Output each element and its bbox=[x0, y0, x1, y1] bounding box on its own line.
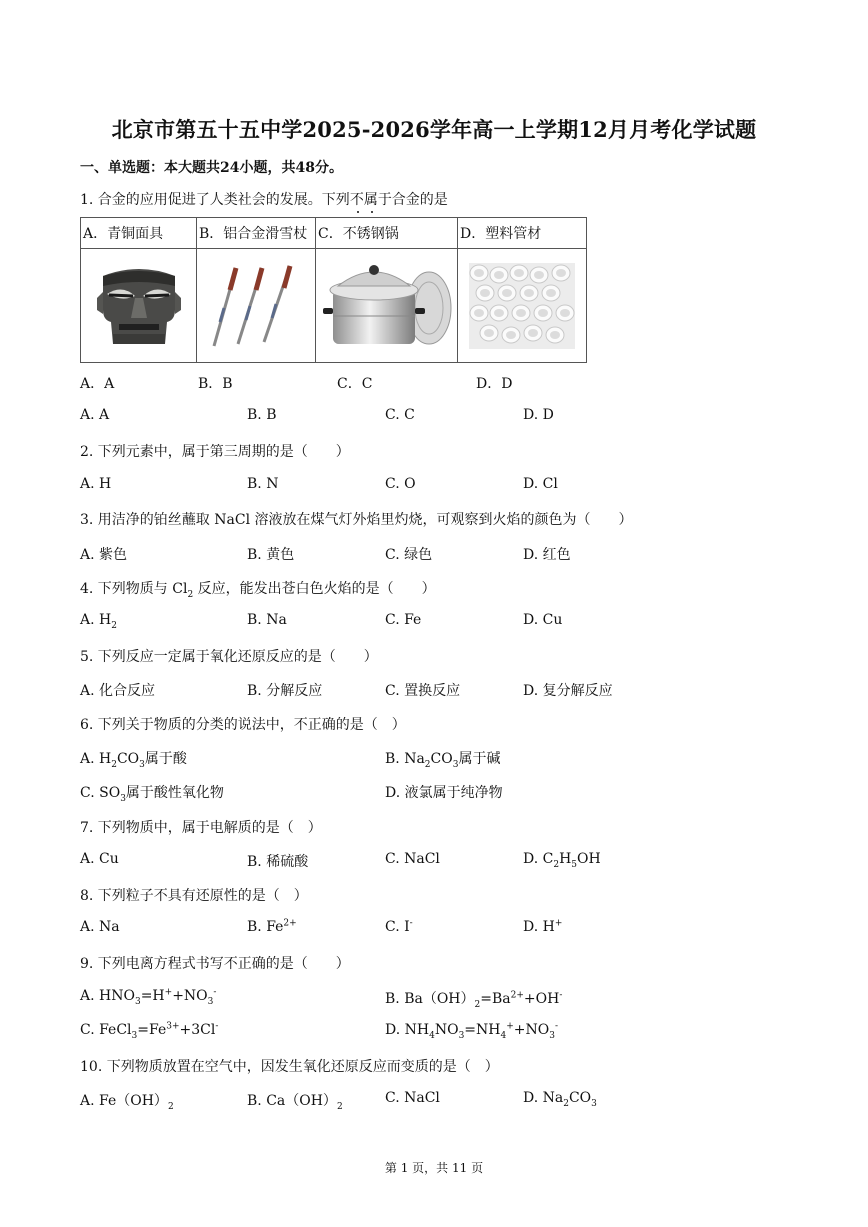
subscript: 5 bbox=[571, 859, 578, 870]
subscript: 2 bbox=[424, 759, 431, 770]
q9-option-b[interactable] bbox=[385, 988, 562, 1008]
bronze-mask-icon bbox=[89, 258, 189, 353]
q1-inner-option-c[interactable]: C．C bbox=[337, 376, 373, 392]
q10-option-c[interactable]: C. NaCl bbox=[385, 1090, 440, 1106]
subscript: 2 bbox=[553, 859, 560, 870]
option-text: +OH bbox=[523, 991, 560, 1007]
q1-option-c[interactable]: C. C bbox=[385, 407, 415, 423]
pipes-icon bbox=[469, 263, 575, 349]
option-text: =NH bbox=[464, 1022, 501, 1038]
bronze-mask-image bbox=[81, 249, 197, 363]
subscript: 2 bbox=[111, 620, 117, 631]
q3-option-d[interactable]: D. 红色 bbox=[523, 547, 571, 563]
subscript: 2 bbox=[111, 759, 117, 770]
page-footer: 第 1 页，共 11 页 bbox=[384, 1161, 484, 1175]
option-text: NO bbox=[434, 1022, 459, 1038]
q4-option-d[interactable]: D. Cu bbox=[523, 612, 563, 628]
option-text: A. Fe（OH） bbox=[80, 1093, 168, 1109]
q5-option-c[interactable]: C. 置换反应 bbox=[385, 683, 461, 699]
option-text: CO bbox=[430, 751, 453, 767]
question-5-stem: 5. 下列反应一定属于氧化还原反应的是（ ） bbox=[80, 649, 378, 665]
superscript: - bbox=[554, 1021, 559, 1032]
q7-option-b[interactable]: B. 稀硫酸 bbox=[247, 854, 309, 870]
superscript: + bbox=[506, 1021, 514, 1032]
option-text: +NO bbox=[172, 988, 208, 1004]
option-text: B. Na bbox=[385, 751, 425, 767]
subscript: 3 bbox=[131, 1030, 138, 1041]
q9-option-d[interactable] bbox=[385, 1021, 559, 1041]
q3-option-b[interactable]: B. 黄色 bbox=[247, 547, 295, 563]
q9-option-a[interactable] bbox=[80, 987, 217, 1007]
option-text: CO bbox=[116, 751, 140, 767]
q4-option-b[interactable]: B. Na bbox=[247, 612, 287, 628]
superscript: - bbox=[215, 1021, 219, 1032]
subscript: 4 bbox=[429, 1030, 435, 1041]
page-title: 北京市第五十五中学2025-2026学年高一上学期12月月考化学试题 bbox=[111, 117, 757, 142]
subscript: 3 bbox=[458, 1030, 465, 1041]
q5-option-a[interactable]: A. 化合反应 bbox=[80, 683, 156, 699]
option-text: D. C bbox=[523, 851, 554, 867]
q6-option-a[interactable] bbox=[80, 748, 187, 768]
question-1-stem bbox=[80, 189, 448, 209]
option-text: C. SO bbox=[80, 785, 121, 801]
superscript: + bbox=[554, 918, 563, 929]
option-text: B. Fe bbox=[247, 919, 284, 935]
q1-inner-option-b[interactable]: B．B bbox=[198, 376, 233, 392]
q2-option-d[interactable]: D. Cl bbox=[523, 476, 558, 492]
q3-option-a[interactable]: A. 紫色 bbox=[80, 547, 128, 563]
subscript: 3 bbox=[207, 996, 214, 1007]
option-text: B. Ca（OH） bbox=[247, 1093, 337, 1109]
q1-option-b[interactable]: B. B bbox=[247, 407, 277, 423]
option-text: =H bbox=[140, 988, 165, 1004]
subscript: 2 bbox=[167, 1101, 174, 1112]
option-text: +NO bbox=[513, 1022, 550, 1038]
option-text: 属于酸性氧化物 bbox=[125, 785, 224, 801]
q7-option-c[interactable]: C. NaCl bbox=[385, 851, 440, 867]
subscript: 2 bbox=[187, 589, 194, 600]
subscript: 3 bbox=[139, 759, 145, 770]
option-text: A. H bbox=[80, 751, 112, 767]
superscript: 3+ bbox=[166, 1021, 180, 1032]
subscript: 3 bbox=[120, 793, 126, 804]
subscript: 3 bbox=[134, 996, 141, 1007]
table-head-b: B．铝合金滑雪杖 bbox=[197, 218, 316, 249]
subscript: 2 bbox=[336, 1101, 343, 1112]
q1-inner-option-a[interactable]: A．A bbox=[80, 376, 115, 392]
option-text: 属于碱 bbox=[458, 751, 501, 767]
subscript: 3 bbox=[549, 1030, 555, 1041]
q1-option-a[interactable]: A. A bbox=[80, 407, 110, 423]
q1-emphasis: 属 bbox=[363, 192, 378, 208]
q7-option-a[interactable]: A. Cu bbox=[80, 851, 119, 867]
option-text: OH bbox=[577, 851, 601, 867]
superscript: 2+ bbox=[283, 918, 297, 929]
option-text: A. HNO bbox=[80, 988, 135, 1004]
q8-option-d[interactable] bbox=[523, 919, 562, 935]
q4-option-a[interactable] bbox=[80, 612, 117, 631]
subscript: 4 bbox=[500, 1030, 507, 1041]
q5-option-d[interactable]: D. 复分解反应 bbox=[523, 683, 613, 699]
question-6-stem: 6. 下列关于物质的分类的说法中，不正确的是（ ） bbox=[80, 717, 406, 733]
option-text: =Fe bbox=[137, 1022, 167, 1038]
question-2-stem: 2. 下列元素中，属于第三周期的是（ ） bbox=[80, 444, 350, 460]
option-text: D. H bbox=[523, 919, 555, 935]
question-10-stem: 10. 下列物质放置在空气中，因发生氧化还原反应而变质的是（ ） bbox=[80, 1059, 499, 1075]
q4-stem-part: 4. 下列物质与 Cl bbox=[80, 581, 188, 597]
question-9-stem: 9. 下列电离方程式书写不正确的是（ ） bbox=[80, 956, 350, 972]
q1-stem-part: 1. 合金的应用促进了人类社会的发展。下列 bbox=[80, 192, 350, 208]
q7-option-d[interactable] bbox=[523, 851, 601, 870]
q5-option-b[interactable]: B. 分解反应 bbox=[247, 683, 323, 699]
q8-option-a[interactable]: A. Na bbox=[80, 919, 120, 935]
q4-stem-part: 反应，能发出苍白色火焰的是（ ） bbox=[193, 581, 436, 597]
section-heading: 一、单选题：本大题共24小题，共48分。 bbox=[80, 160, 343, 176]
option-text: 属于酸 bbox=[144, 751, 187, 767]
q1-option-d[interactable]: D. D bbox=[523, 407, 554, 423]
subscript: 2 bbox=[474, 999, 481, 1010]
q10-option-a[interactable] bbox=[80, 1090, 174, 1110]
q2-option-c[interactable]: C. O bbox=[385, 476, 416, 492]
ski-poles-image bbox=[197, 249, 316, 363]
option-text: CO bbox=[568, 1090, 592, 1106]
option-text: B. Ba（OH） bbox=[385, 991, 475, 1007]
q6-option-d[interactable]: D. 液氯属于纯净物 bbox=[385, 785, 503, 801]
superscript: + bbox=[164, 987, 173, 998]
subscript: 2 bbox=[563, 1098, 569, 1109]
superscript: - bbox=[213, 987, 217, 998]
superscript: 2+ bbox=[510, 990, 524, 1001]
q1-stem-part: 于合金的是 bbox=[377, 192, 448, 208]
q10-option-b[interactable] bbox=[247, 1090, 343, 1110]
q3-option-c[interactable]: C. 绿色 bbox=[385, 547, 433, 563]
option-text: C. I bbox=[385, 919, 410, 935]
q4-option-c[interactable]: C. Fe bbox=[385, 612, 422, 628]
q2-option-b[interactable]: B. N bbox=[247, 476, 279, 492]
q10-option-d[interactable] bbox=[523, 1090, 597, 1109]
subscript: 3 bbox=[591, 1098, 597, 1109]
q1-emphasis: 不 bbox=[349, 192, 364, 208]
alloy-options-table bbox=[80, 217, 587, 363]
q9-option-c[interactable] bbox=[80, 1021, 219, 1041]
option-text: +3Cl bbox=[179, 1022, 216, 1038]
steel-pot-image bbox=[316, 249, 458, 363]
superscript: - bbox=[559, 990, 563, 1001]
q6-option-c[interactable] bbox=[80, 782, 224, 802]
question-8-stem: 8. 下列粒子不具有还原性的是（ ） bbox=[80, 888, 308, 904]
option-text: C. FeCl bbox=[80, 1022, 132, 1038]
question-4-stem bbox=[80, 578, 436, 598]
q8-option-b[interactable] bbox=[247, 919, 297, 935]
plastic-pipes-image bbox=[458, 249, 587, 363]
question-7-stem: 7. 下列物质中，属于电解质的是（ ） bbox=[80, 820, 322, 836]
table-head-a: A．青铜面具 bbox=[81, 218, 197, 249]
steamer-pot-icon bbox=[321, 256, 453, 356]
table-head-d: D．塑料管材 bbox=[458, 218, 587, 249]
q2-option-a[interactable]: A. H bbox=[80, 476, 112, 492]
option-text: H bbox=[559, 851, 572, 867]
table-head-c: C．不锈钢锅 bbox=[316, 218, 458, 249]
question-3-stem: 3. 用洁净的铂丝蘸取 NaCl 溶液放在煤气灯外焰里灼烧，可观察到火焰的颜色为（ ） bbox=[80, 512, 633, 528]
option-text: D. Na bbox=[523, 1090, 564, 1106]
q8-option-c[interactable] bbox=[385, 919, 413, 935]
superscript: - bbox=[409, 918, 413, 929]
ski-pole-icon bbox=[206, 258, 306, 353]
q6-option-b[interactable] bbox=[385, 748, 500, 768]
option-text: A. H bbox=[80, 612, 112, 628]
q1-inner-option-d[interactable]: D．D bbox=[476, 376, 513, 392]
option-text: D. NH bbox=[385, 1022, 430, 1038]
subscript: 3 bbox=[452, 759, 459, 770]
option-text: =Ba bbox=[480, 991, 511, 1007]
